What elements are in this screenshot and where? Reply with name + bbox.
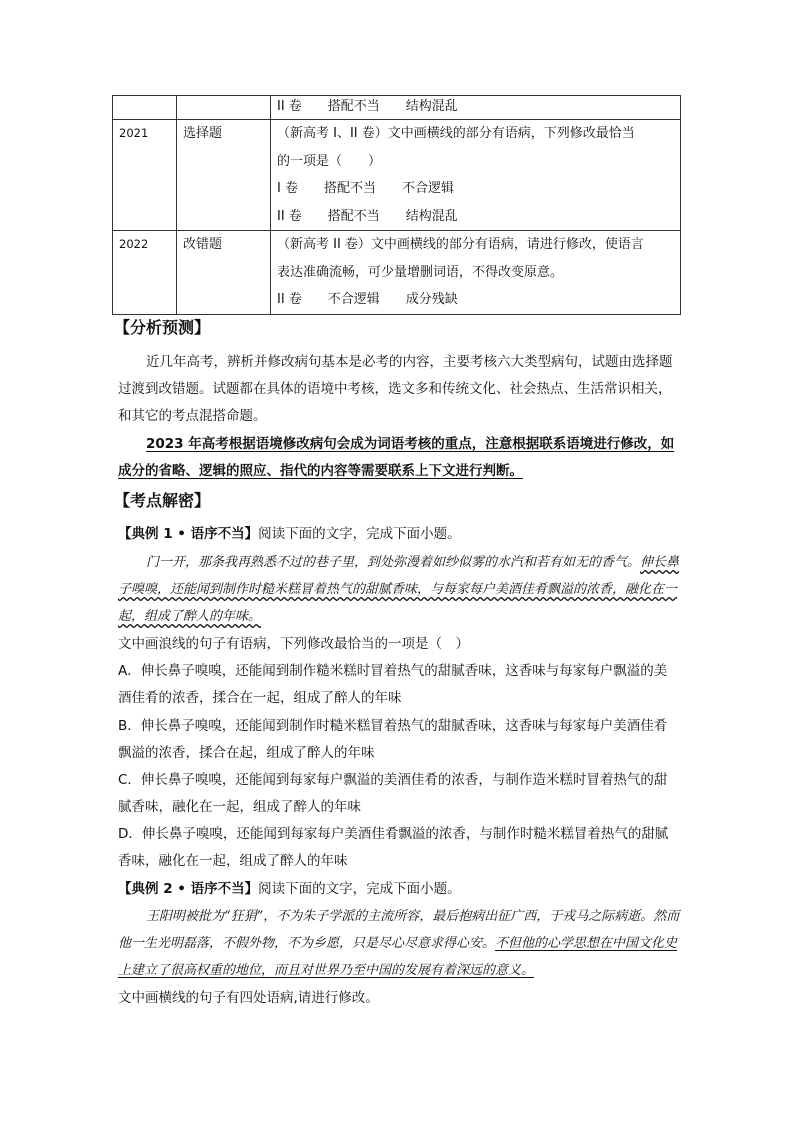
table-row xyxy=(113,96,681,120)
analysis-paragraph-2: 2023 年高考根据语境修改病句会成为词语考核的重点，注意根据联系语境进行修改，如成分的省略、逻辑的照应、指代的内容等需要联系上下文进行判断。 xyxy=(118,436,675,479)
desc-cell xyxy=(271,96,681,120)
year-cell xyxy=(113,96,177,120)
desc-line: I 卷 搭配不当 不合逻辑 xyxy=(277,181,454,196)
desc-line: II 卷 不合逻辑 成分残缺 xyxy=(277,292,458,307)
desc-line: （新高考 I、II 卷）文中画横线的部分有语病，下列修改最恰当 xyxy=(277,126,635,141)
desc-cell xyxy=(271,231,681,315)
type-cell xyxy=(177,96,271,120)
keypoints-heading: 【考点解密】 xyxy=(114,491,211,510)
year-cell: 2021 xyxy=(113,120,177,231)
analysis-heading: 【分析预测】 xyxy=(114,318,211,337)
option-a: A．伸长鼻子嗅嗅，还能闻到制作糙米糕时冒着热气的甜腻香味，这香味与每家每户飘溢的美酒佳肴的浓香，揉合在一起，组成了醉人的年味 xyxy=(118,663,668,706)
type-cell: 改错题 xyxy=(177,231,271,315)
example-1-header: 【典例 1 • 语序不当】阅读下面的文字，完成下面小题。 xyxy=(118,526,461,542)
example-1-question: 文中画浪线的句子有语病，下列修改最恰当的一项是（ ） xyxy=(118,636,469,652)
desc-line: II 卷 搭配不当 结构混乱 xyxy=(277,208,458,224)
example-2-header: 【典例 2 • 语序不当】阅读下面的文字，完成下面小题。 xyxy=(118,881,461,897)
option-c: C．伸长鼻子嗅嗅，还能闻到每家每户飘溢的美酒佳肴的浓香，与制作造米糕时冒着热气的甜腻香味，融化在一起，组成了醉人的年味 xyxy=(118,772,668,815)
desc-cell xyxy=(271,120,681,231)
year-cell: 2022 xyxy=(113,231,177,315)
example-2-question: 文中画横线的句子有四处语病,请进行修改。 xyxy=(118,990,379,1006)
desc-line: 的一项是（ ） xyxy=(277,153,382,169)
desc-line: （新高考 II 卷）文中画横线的部分有语病，请进行修改，使语言 xyxy=(277,237,644,252)
desc-line: II 卷 搭配不当 结构混乱 xyxy=(277,99,458,114)
desc-line: 表达准确流畅，可少量增删词语，不得改变原意。 xyxy=(277,264,564,280)
table-row xyxy=(113,120,681,231)
example-2-passage: 王阳明被批为“狂狷”，不为朱子学派的主流所容，最后抱病出征广西，于戎马之际病逝。然而他一生光明磊落，不假外物，不为乡愿，只是尽心尽意求得心安。不但他的心学思想在中国文化史上建立了很高权重的地位，而且对世界乃至中国的发展有着深远的意义。 xyxy=(118,909,680,978)
option-b: B．伸长鼻子嗅嗅，还能闻到制作时糙米糕冒着热气的甜腻香味，这香味与每家每户美酒佳肴飘溢的浓香，揉合在起，组成了醉人的年味 xyxy=(118,718,668,761)
analysis-paragraph-1: 近几年高考，辨析并修改病句基本是必考的内容，主要考核六大类型病句，试题由选择题过渡到改错题。试题都在具体的语境中考核，选文多和传统文化、社会热点、生活常识相关，和其它的考点混搭命题。 xyxy=(118,354,673,424)
type-cell: 选择题 xyxy=(177,120,271,231)
example-1-passage: 门一开，那条我再熟悉不过的巷子里，到处弥漫着如纱似雾的水汽和若有如无的香气。伸长鼻子嗅嗅，还能闻到制作时糙米糕冒着热气的甜腻香味，与每家每户美酒佳肴飘溢的浓香，融化在一起，组成了醉人的年味。 xyxy=(118,555,680,624)
option-d: D．伸长鼻子嗅嗅，还能闻到每家每户美酒佳肴飘溢的浓香，与制作时糙米糕冒着热气的甜腻香味，融化在一起，组成了醉人的年味 xyxy=(118,826,669,869)
exam-table xyxy=(112,95,681,315)
table-row xyxy=(113,231,681,315)
